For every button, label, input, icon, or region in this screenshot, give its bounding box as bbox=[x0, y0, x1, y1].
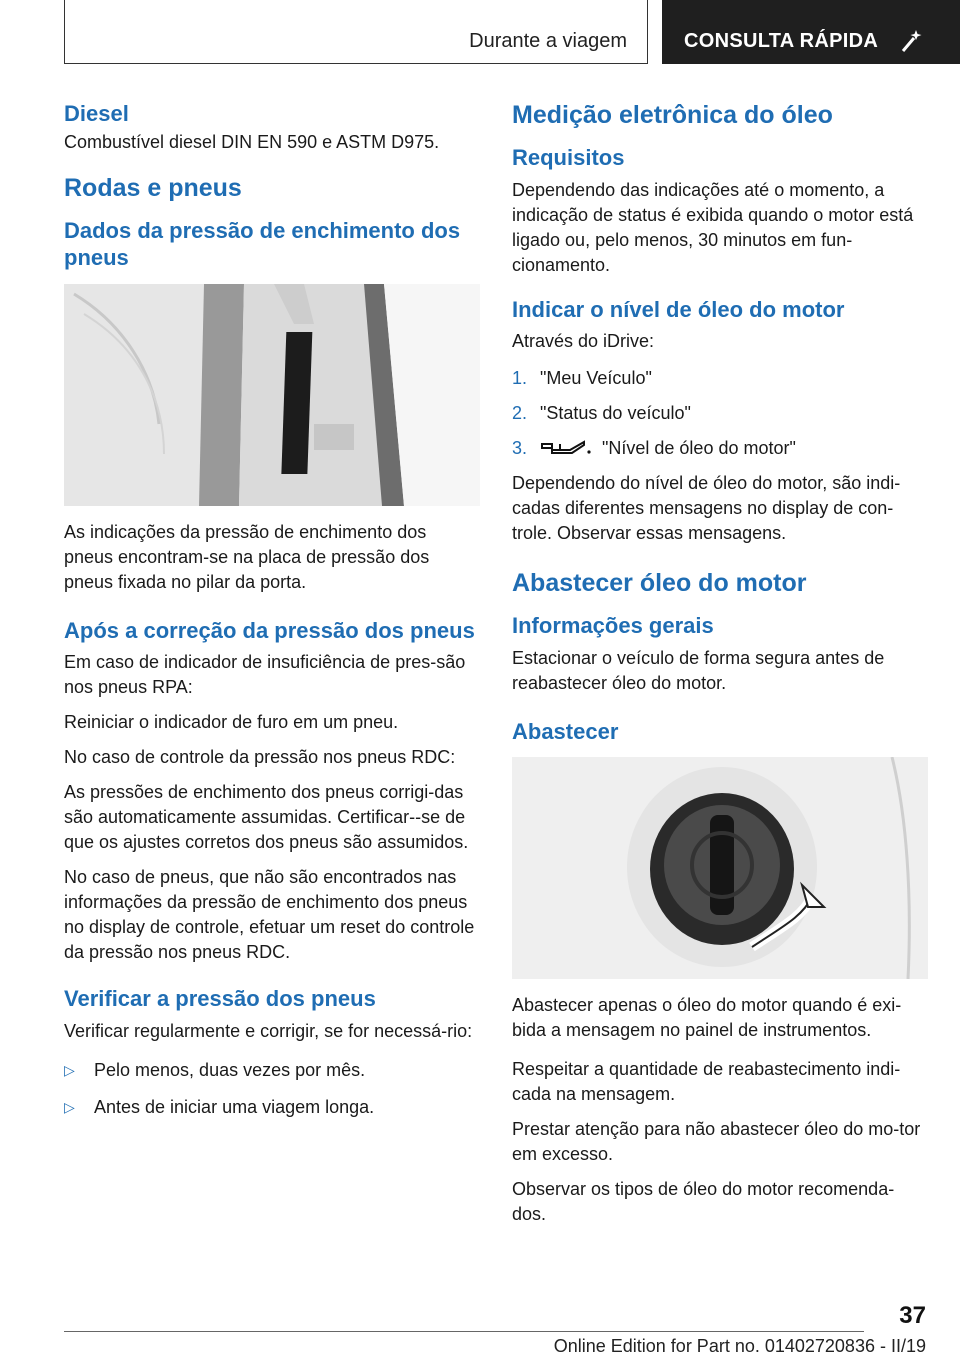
quick-reference-tab[interactable] bbox=[662, 0, 960, 64]
check-list bbox=[64, 1058, 480, 1120]
check-pressure-heading: Verificar a pressão dos pneus bbox=[64, 986, 376, 1011]
quick-reference-label: CONSULTA RÁPIDA bbox=[684, 30, 879, 52]
list-item: 2. "Status do veículo" bbox=[512, 403, 691, 423]
steps-list bbox=[512, 366, 928, 461]
footer-divider bbox=[64, 1331, 864, 1332]
after-p5: No caso de pneus, que não são encontrados nas informações da pressão de enchimento dos pneus no display de controle, efetuar um reset do controle da pressão nos pneus RDC. bbox=[64, 867, 475, 962]
oil-level-after: Dependendo do nível de óleo do motor, são indi-cadas diferentes mensagens no display de con-trole. Observar essas mensagens. bbox=[512, 473, 901, 543]
diesel-text: Combustível diesel DIN EN 590 e ASTM D975. bbox=[64, 131, 440, 152]
check-pressure-text: Verificar regularmente e corrigir, se for necessá-rio: bbox=[64, 1020, 473, 1041]
refill-heading: Abastecer óleo do motor bbox=[512, 569, 807, 597]
refill-p2: Respeitar a quantidade de reabastecimento indi-cada na mensagem. bbox=[512, 1059, 901, 1104]
after-p4: As pressões de enchimento dos pneus corrigi-das são automaticamente assumidas. Certificar--se de que os ajustes corretos dos pneus são assumidos. bbox=[64, 782, 469, 852]
after-p3: No caso de controle da pressão nos pneus RDC: bbox=[64, 747, 456, 767]
list-item: ▷ Pelo menos, duas vezes por mês. bbox=[64, 1058, 480, 1083]
requirements-text: Dependendo das indicações até o momento, a indicação de status é exibida quando o motor está ligado ou, pelo menos, 30 minutos em fun-cionamento. bbox=[512, 179, 914, 275]
page-number: 37 bbox=[899, 1302, 926, 1329]
oil-filler-cap-image bbox=[512, 757, 928, 979]
after-p2: Reiniciar o indicador de furo em um pneu. bbox=[64, 712, 399, 732]
after-correction-heading: Após a correção da pressão dos pneus bbox=[64, 617, 475, 643]
oil-can-icon bbox=[540, 436, 592, 458]
general-info-heading: Informações gerais bbox=[512, 613, 714, 638]
list-item: ▷ Antes de iniciar uma viagem longa. bbox=[64, 1095, 480, 1120]
pressure-data-text: As indicações da pressão de enchimento dos pneus encontram-se na placa de pressão dos pneus fixada no pilar da porta. bbox=[64, 521, 430, 592]
right-column bbox=[512, 100, 928, 1237]
triangle-bullet-icon: ▷ bbox=[64, 1098, 75, 1115]
wheels-heading: Rodas e pneus bbox=[64, 173, 242, 202]
refill-p3: Prestar atenção para não abastecer óleo do mo-tor em excesso. bbox=[512, 1119, 921, 1164]
refill-sub-heading: Abastecer bbox=[512, 718, 619, 744]
footer-edition: Online Edition for Part no. 01402720836 - II/19 bbox=[553, 1336, 926, 1356]
triangle-bullet-icon: ▷ bbox=[64, 1061, 75, 1078]
oil-measure-heading: Medição eletrônica do óleo bbox=[512, 101, 833, 129]
diesel-heading: Diesel bbox=[64, 101, 129, 126]
list-item: 3. "Nível de óleo do motor" bbox=[512, 438, 796, 458]
door-pillar-image bbox=[64, 284, 480, 506]
refill-p4: Observar os tipos de óleo do motor recomenda-dos. bbox=[512, 1179, 895, 1224]
refill-p1: Abastecer apenas o óleo do motor quando é exi-bida a mensagem no painel de instrumentos. bbox=[512, 995, 902, 1040]
header-section-box bbox=[64, 0, 648, 64]
header-section-label: Durante a viagem bbox=[469, 30, 627, 52]
left-column bbox=[64, 100, 480, 1132]
oil-level-heading: Indicar o nível de óleo do motor bbox=[512, 296, 845, 322]
general-info-text: Estacionar o veículo de forma segura antes de reabastecer óleo do motor. bbox=[512, 647, 885, 693]
list-item: 1. "Meu Veículo" bbox=[512, 368, 652, 388]
pressure-data-heading: Dados da pressão de enchimento dos pneus bbox=[64, 217, 461, 270]
magic-wand-icon bbox=[898, 28, 924, 54]
after-p1: Em caso de indicador de insuficiência de pres-são nos pneus RPA: bbox=[64, 652, 466, 697]
oil-level-text: Através do iDrive: bbox=[512, 331, 655, 351]
requirements-heading: Requisitos bbox=[512, 145, 625, 170]
